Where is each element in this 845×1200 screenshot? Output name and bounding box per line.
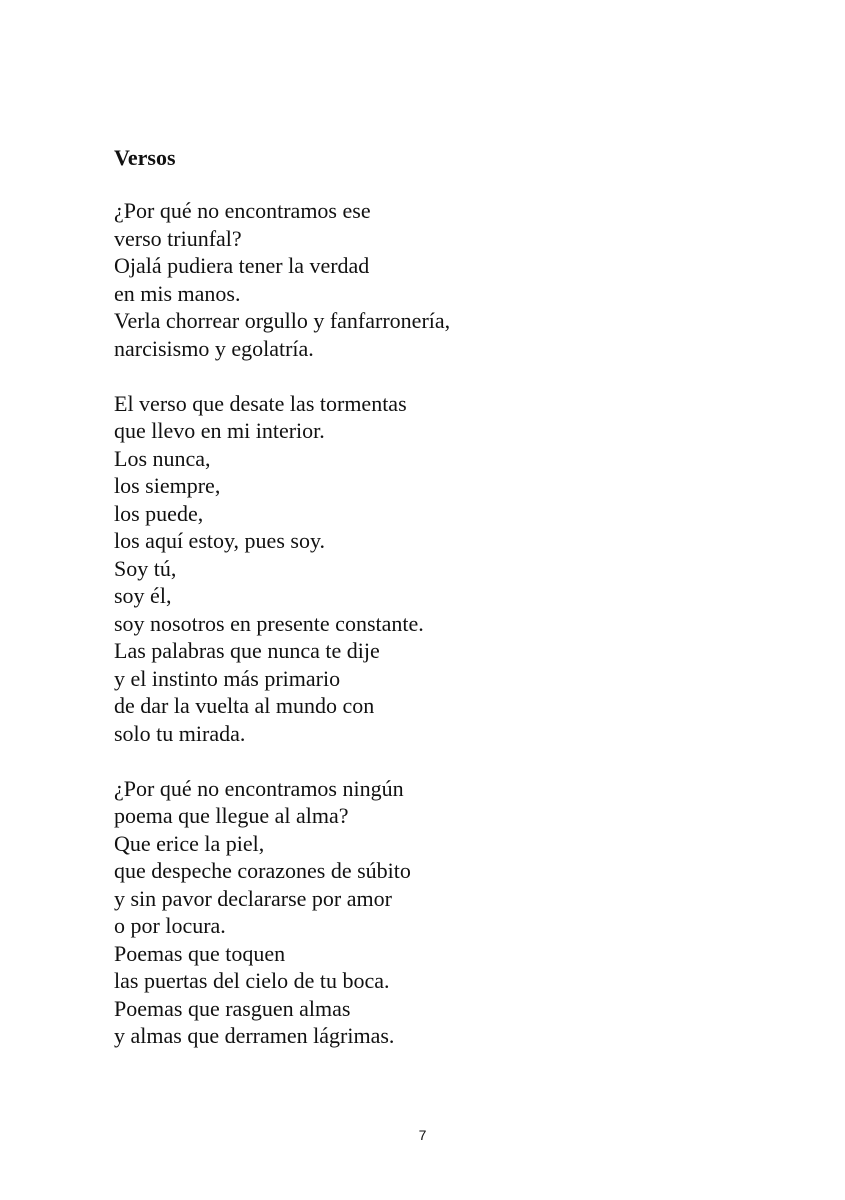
poem-line: de dar la vuelta al mundo con (114, 693, 375, 718)
stanza-3 (114, 775, 734, 1050)
poem-line: soy él, (114, 583, 172, 608)
poem-line: que llevo en mi interior. (114, 418, 325, 443)
page-number: 7 (418, 1127, 427, 1143)
poem-line: en mis manos. (114, 280, 241, 306)
poem-line: El verso que desate las tormentas (114, 390, 407, 416)
poem-line: Poemas que toquen (114, 940, 286, 966)
poem-line: que despeche corazones de súbito (114, 858, 411, 883)
poem-line: verso triunfal? (114, 225, 242, 251)
poem-line: y almas que derramen lágrimas. (114, 1023, 395, 1048)
poem-line: y sin pavor declararse por amor (114, 885, 392, 911)
poem-body (114, 197, 734, 1050)
poem-line: los puede, (114, 500, 204, 526)
stanza-1 (114, 197, 734, 362)
poem-line: Soy tú, (114, 555, 177, 581)
poem-line: solo tu mirada. (114, 720, 246, 746)
poem-line: Verla chorrear orgullo y fanfarronería, (114, 308, 451, 333)
poem-line: o por locura. (114, 913, 226, 938)
stanza-2 (114, 390, 734, 748)
poem-line: poema que llegue al alma? (114, 803, 349, 828)
poem-line: Ojalá pudiera tener la verdad (114, 253, 370, 278)
poem-line: Las palabras que nunca te dije (114, 638, 380, 663)
poem-line: ¿Por qué no encontramos ningún (114, 775, 404, 801)
poem-line: narcisismo y egolatría. (114, 335, 314, 361)
poem-line: los aquí estoy, pues soy. (114, 528, 326, 553)
poem-line: las puertas del cielo de tu boca. (114, 968, 390, 993)
poem-title: Versos (114, 145, 176, 170)
poem-line: ¿Por qué no encontramos ese (114, 198, 371, 223)
poem-line: Que erice la piel, (114, 830, 265, 856)
poem-line: y el instinto más primario (114, 665, 341, 691)
poem-line: Poemas que rasguen almas (114, 995, 351, 1021)
poem-line: los siempre, (114, 473, 221, 498)
poem-line: Los nunca, (114, 445, 211, 471)
poem-line: soy nosotros en presente constante. (114, 610, 424, 636)
